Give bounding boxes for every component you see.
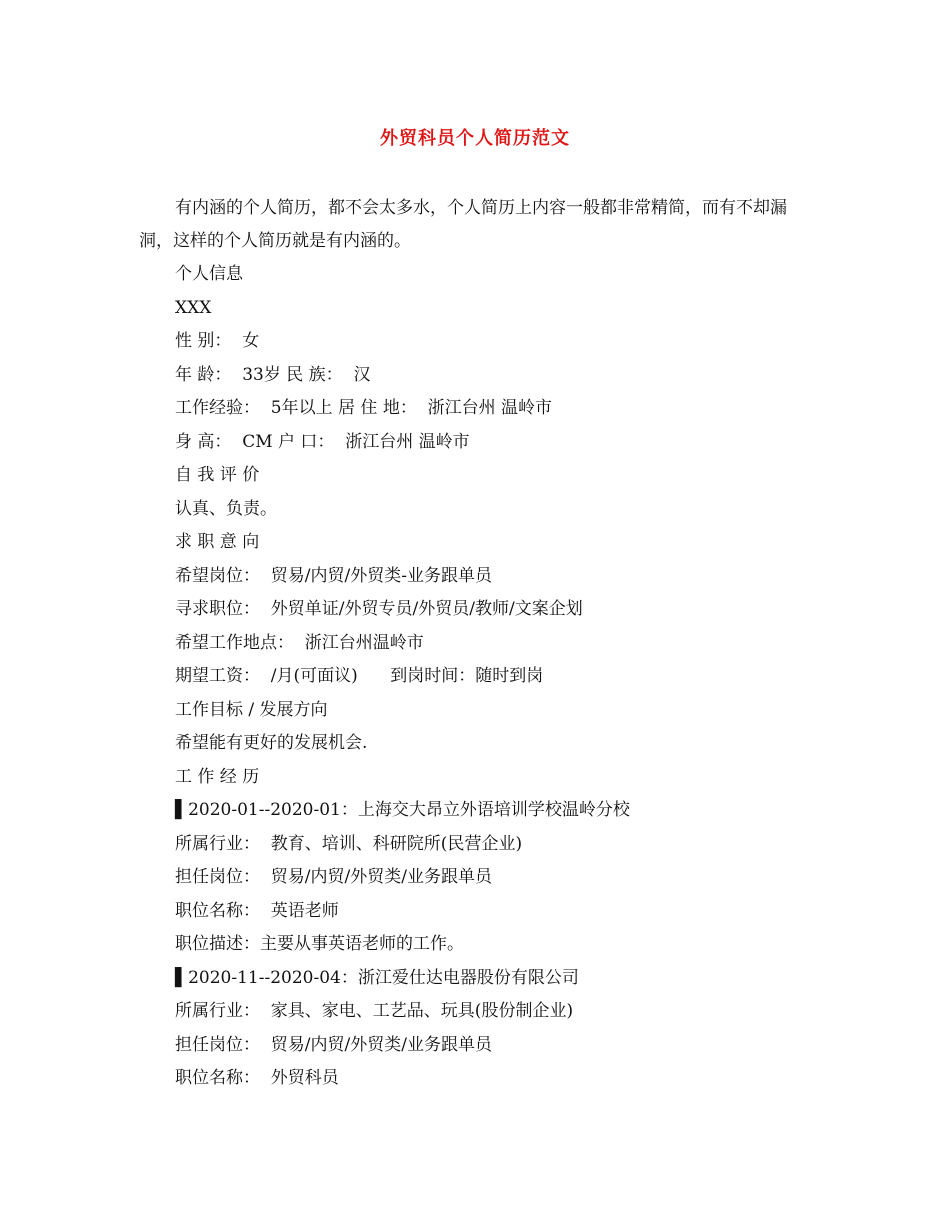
resume-line: 个人信息 — [175, 264, 243, 284]
resume-line: 工作目标 / 发展方向 — [175, 699, 328, 720]
resume-line: 希望能有更好的发展机会. — [175, 733, 368, 753]
resume-line: 担任岗位： 贸易/内贸/外贸类/业务跟单员 — [175, 1034, 492, 1055]
resume-line: 所属行业： 教育、培训、科研院所(民营企业) — [175, 833, 523, 854]
resume-line: 职位名称： 外贸科员 — [175, 1068, 339, 1088]
resume-line: ▌2020-11--2020-04：浙江爱仕达电器股份有限公司 — [175, 967, 579, 988]
intro-paragraph: 有内涵的个人简历，都不会太多水，个人简历上内容一般都非常精简，而有不却漏洞，这样的个人简历就是有内涵的。 — [139, 198, 787, 251]
resume-line: 担任岗位： 贸易/内贸/外贸类/业务跟单员 — [175, 867, 492, 887]
resume-line: 求 职 意 向 — [175, 532, 260, 552]
resume-line: 所属行业： 家具、家电、工艺品、玩具(股份制企业) — [175, 1001, 574, 1021]
resume-line: 职位名称： 英语老师 — [175, 900, 339, 921]
resume-line: 职位描述：主要从事英语老师的工作。 — [175, 934, 464, 954]
resume-line: 性 别： 女 — [175, 331, 260, 351]
resume-line: 年 龄： 33岁 民 族： 汉 — [175, 364, 371, 385]
resume-line: 期望工资： /月(可面议) 到岗时间：随时到岗 — [175, 666, 544, 686]
resume-line: 工 作 经 历 — [175, 766, 260, 787]
resume-line: 自 我 评 价 — [175, 465, 260, 485]
resume-lines — [175, 258, 835, 1096]
resume-line: 寻求职位： 外贸单证/外贸专员/外贸员/教师/文案企划 — [175, 599, 583, 619]
page-title: 外贸科员个人简历范文 — [380, 128, 570, 149]
resume-line: 工作经验： 5年以上 居 住 地： 浙江台州 温岭市 — [175, 398, 553, 418]
resume-line: 认真、负责。 — [175, 498, 277, 519]
resume-line: 希望岗位： 贸易/内贸/外贸类-业务跟单员 — [175, 565, 493, 586]
resume-line: 希望工作地点： 浙江台州温岭市 — [175, 632, 424, 653]
resume-line: ▌2020-01--2020-01：上海交大昂立外语培训学校温岭分校 — [175, 800, 630, 820]
resume-line: XXX — [175, 297, 212, 318]
resume-line: 身 高： CM 户 口： 浙江台州 温岭市 — [175, 431, 470, 452]
